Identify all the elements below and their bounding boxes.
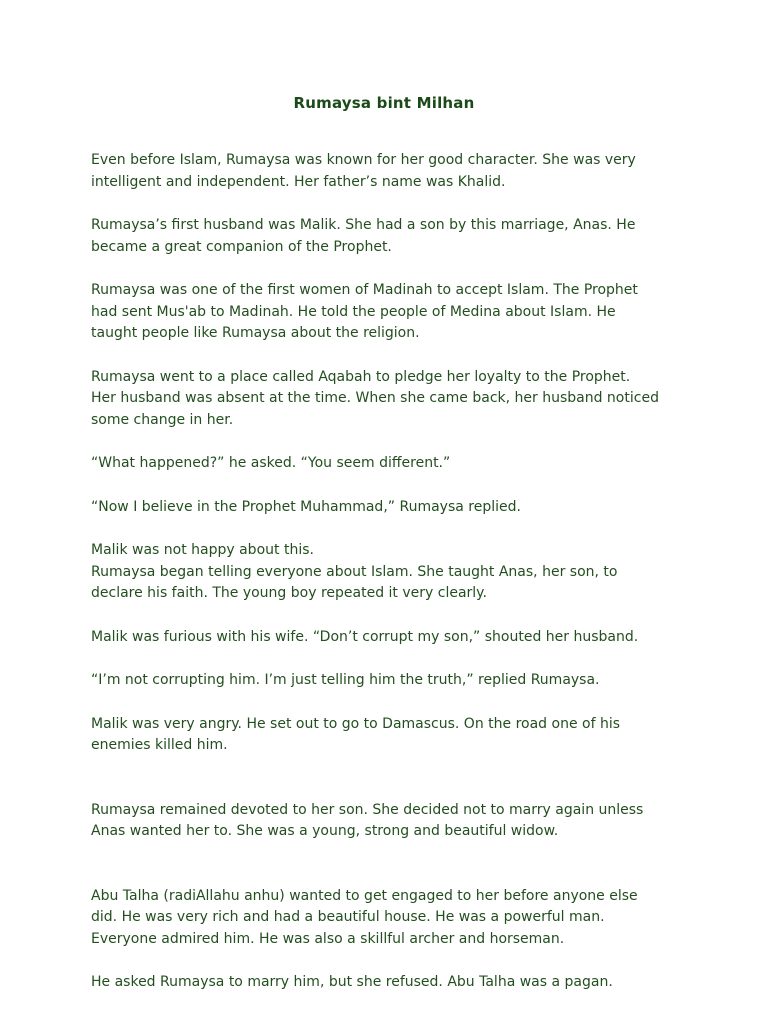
- text-line: Malik was furious with his wife. “Don’t corrupt my son,” shouted her husband.: [91, 628, 639, 645]
- text-line: Malik was not happy about this.: [91, 542, 314, 558]
- text-line: “I’m not corrupting him. I’m just telling him the truth,” replied Rumaysa.: [91, 672, 600, 688]
- text-line: Malik was very angry. He set out to go to Damascus. On the road one of his: [91, 715, 621, 732]
- text-line: Everyone admired him. He was also a skillful archer and horseman.: [91, 930, 565, 947]
- paragraph-8: [91, 562, 711, 605]
- text-line: “Now I believe in the Prophet Muhammad,” Rumaysa replied.: [91, 498, 521, 515]
- text-line: Rumaysa began telling everyone about Islam. She taught Anas, her son, to: [91, 563, 618, 580]
- text-line: Even before Islam, Rumaysa was known for her good character. She was very: [91, 152, 636, 168]
- paragraph-10: [91, 670, 711, 692]
- text-line: taught people like Rumaysa about the religion.: [91, 325, 420, 341]
- paragraph-6: [91, 497, 711, 519]
- text-line: declare his faith. The young boy repeated it very clearly.: [91, 585, 487, 601]
- paragraph-13: [91, 886, 711, 951]
- paragraph-3: [91, 280, 711, 345]
- paragraph-12: [91, 800, 711, 843]
- paragraph-1: [91, 150, 711, 193]
- text-line: became a great companion of the Prophet.: [91, 238, 392, 255]
- text-line: Her husband was absent at the time. When she came back, her husband noticed: [91, 390, 659, 406]
- paragraph-14: [91, 972, 711, 994]
- text-line: “What happened?” he asked. “You seem different.”: [91, 455, 451, 471]
- paragraph-7: [91, 540, 711, 562]
- text-line: did. He was very rich and had a beautiful house. He was a powerful man.: [91, 909, 605, 925]
- text-line: Abu Talha (radiAllahu anhu) wanted to get engaged to her before anyone else: [91, 887, 638, 904]
- paragraph-9: [91, 627, 711, 649]
- text-line: He asked Rumaysa to marry him, but she refused. Abu Talha was a pagan.: [91, 974, 613, 990]
- text-line: Anas wanted her to. She was a young, strong and beautiful widow.: [91, 823, 559, 839]
- document-title: Rumaysa bint Milhan: [293, 94, 475, 112]
- text-line: enemies killed him.: [91, 737, 228, 753]
- text-line: Rumaysa’s first husband was Malik. She had a son by this marriage, Anas. He: [91, 217, 636, 233]
- text-line: intelligent and independent. Her father’s name was Khalid.: [91, 173, 506, 190]
- paragraph-11: [91, 714, 711, 757]
- paragraph-5: [91, 453, 711, 475]
- paragraph-4: [91, 367, 711, 432]
- document-body: [91, 150, 711, 1016]
- text-line: some change in her.: [91, 411, 234, 428]
- text-line: Rumaysa remained devoted to her son. She decided not to marry again unless: [91, 801, 644, 818]
- text-line: Rumaysa went to a place called Aqabah to pledge her loyalty to the Prophet.: [91, 368, 631, 385]
- text-line: had sent Mus'ab to Madinah. He told the people of Medina about Islam. He: [91, 303, 616, 320]
- text-line: Rumaysa was one of the first women of Madinah to accept Islam. The Prophet: [91, 282, 638, 298]
- paragraph-2: [91, 215, 711, 258]
